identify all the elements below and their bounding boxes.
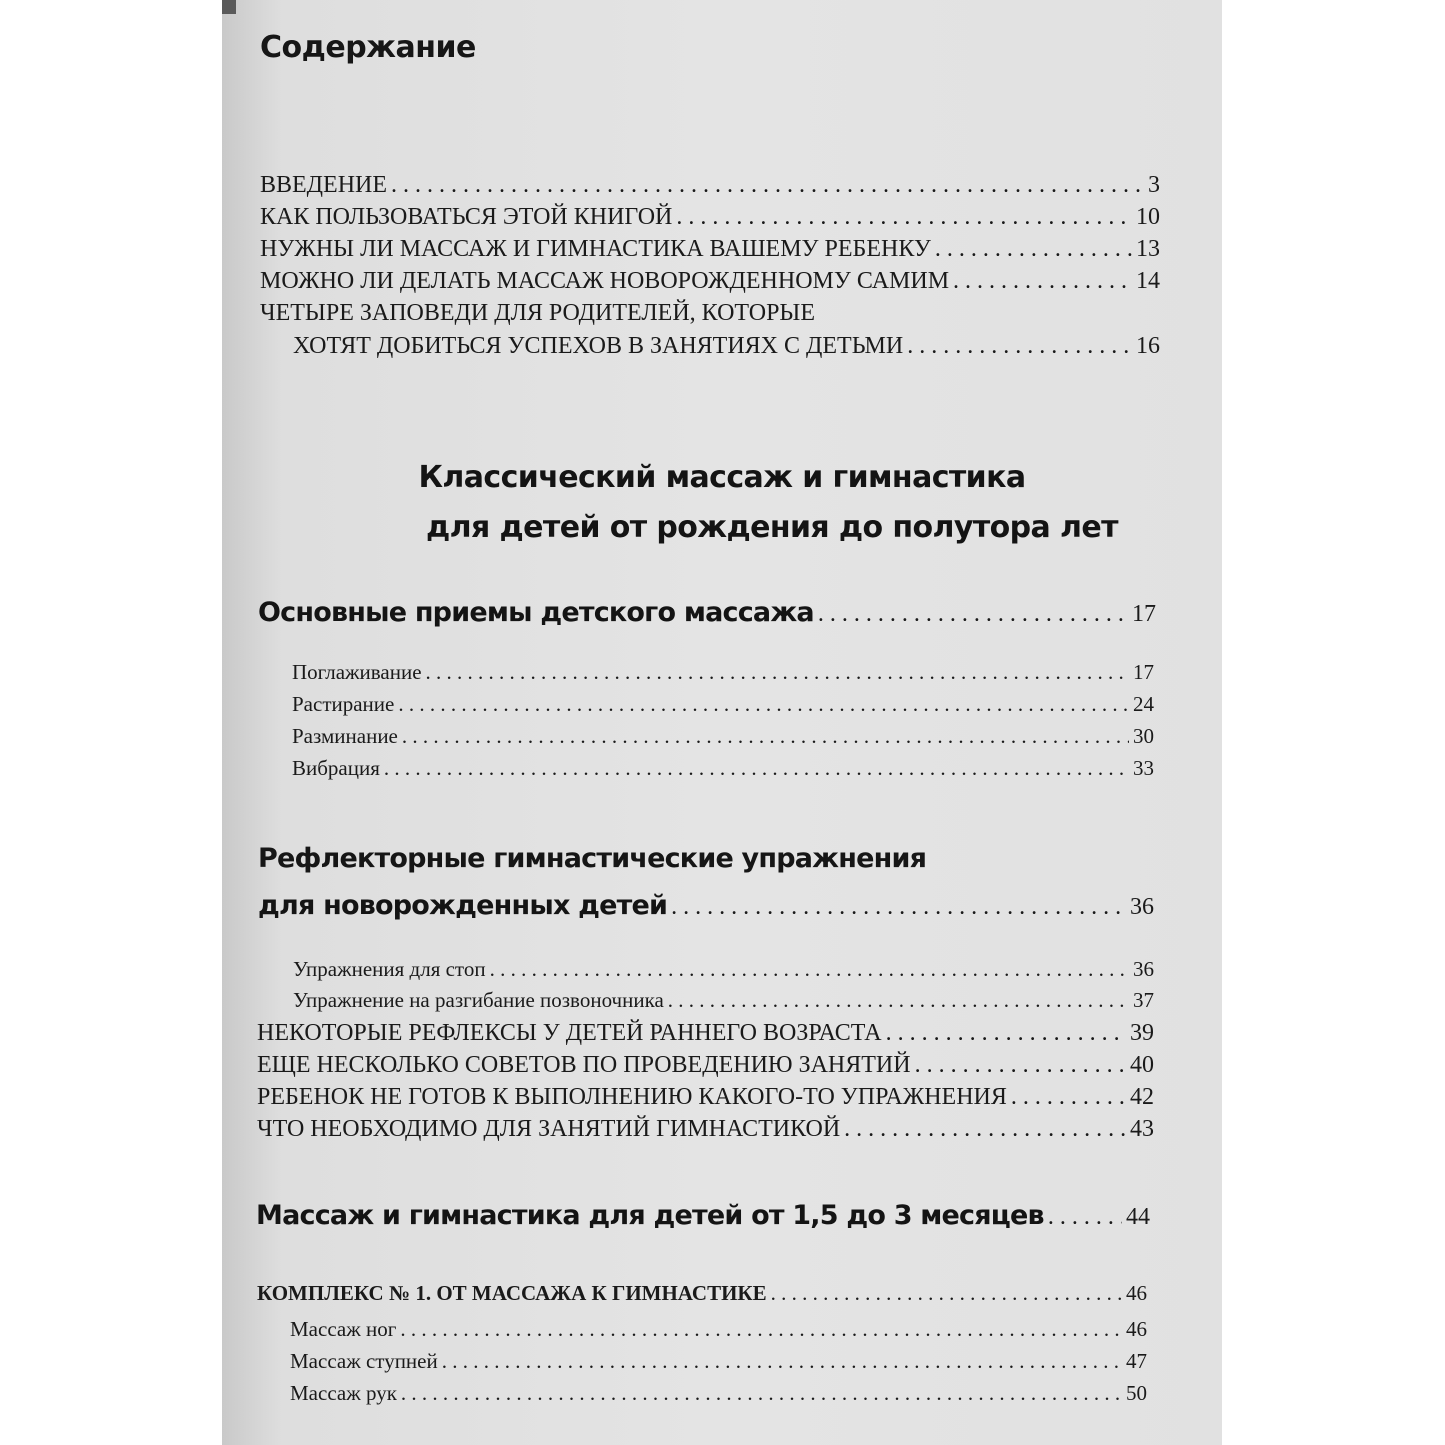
toc-subentry-title: Массаж ступней xyxy=(290,1349,438,1373)
toc-subentry-page: 47 xyxy=(1126,1349,1147,1373)
toc-subentry-page: 17 xyxy=(1133,660,1154,684)
toc-entry-title: КАК ПОЛЬЗОВАТЬСЯ ЭТОЙ КНИГОЙ xyxy=(260,204,673,230)
toc-entry-what-needed[interactable] xyxy=(257,1116,1154,1143)
toc-subentry-title: Поглаживание xyxy=(292,660,422,684)
toc-section-title: Массаж и гимнастика для детей от 1,5 до 3 месяцев xyxy=(256,1200,1044,1231)
toc-subentry-page: 33 xyxy=(1133,756,1154,780)
toc-section-title: Основные приемы детского массажа xyxy=(258,597,814,628)
toc-entry-four-commandments-line1[interactable] xyxy=(260,300,1160,327)
toc-section-title: для новорожденных детей xyxy=(258,890,668,921)
toc-subentry-rubbing[interactable] xyxy=(292,692,1154,717)
toc-entry-page: 46 xyxy=(1126,1281,1147,1305)
toc-entry-complex-1[interactable] xyxy=(257,1281,1147,1306)
toc-subentry-page: 24 xyxy=(1133,692,1154,716)
toc-entry-more-tips[interactable] xyxy=(257,1052,1154,1079)
toc-entry-page: 39 xyxy=(1130,1020,1154,1046)
toc-entry-page: 3 xyxy=(1148,172,1160,198)
toc-entry-page: 13 xyxy=(1136,236,1160,262)
page-corner-mark xyxy=(222,0,236,14)
toc-subentry-kneading[interactable] xyxy=(292,724,1154,749)
toc-entry-page: 40 xyxy=(1130,1052,1154,1078)
toc-section-title-line1: Рефлекторные гимнастические упражнения xyxy=(258,843,927,874)
toc-subentry-title: Массаж ног xyxy=(290,1317,397,1341)
toc-entry-newborn-massage[interactable] xyxy=(260,268,1160,295)
toc-subentry-spine-extension[interactable] xyxy=(293,988,1154,1013)
toc-entry-title: КОМПЛЕКС № 1. ОТ МАССАЖА К ГИМНАСТИКЕ xyxy=(257,1281,767,1305)
toc-subentry-stroking[interactable] xyxy=(292,660,1154,685)
toc-entry-need-massage[interactable] xyxy=(260,236,1160,263)
toc-entry-page: 42 xyxy=(1130,1084,1154,1110)
toc-subentry-vibration[interactable] xyxy=(292,756,1154,781)
toc-entry-title: НЕКОТОРЫЕ РЕФЛЕКСЫ У ДЕТЕЙ РАННЕГО ВОЗРАСТА xyxy=(257,1020,882,1046)
toc-subentry-foot-massage[interactable] xyxy=(290,1349,1147,1374)
toc-entry-four-commandments-line2[interactable] xyxy=(293,333,1160,360)
toc-entry-not-ready[interactable] xyxy=(257,1084,1154,1111)
toc-entry-title: ВВЕДЕНИЕ xyxy=(260,172,388,198)
part-title-line2: для детей от рождения до полутора лет xyxy=(426,510,1118,545)
toc-subentry-title: Разминание xyxy=(292,724,398,748)
toc-entry-title: НУЖНЫ ЛИ МАССАЖ И ГИМНАСТИКА ВАШЕМУ РЕБЕНКУ xyxy=(260,236,931,262)
toc-section-page: 44 xyxy=(1126,1204,1150,1230)
toc-entry-title: ЕЩЕ НЕСКОЛЬКО СОВЕТОВ ПО ПРОВЕДЕНИЮ ЗАНЯТИЙ xyxy=(257,1052,911,1078)
toc-subentry-title: Упражнения для стоп xyxy=(293,957,486,981)
toc-subentry-page: 46 xyxy=(1126,1317,1147,1341)
part-title-line1: Классический массаж и гимнастика xyxy=(418,460,1026,495)
toc-entry-title: ЧЕТЫРЕ ЗАПОВЕДИ ДЛЯ РОДИТЕЛЕЙ, КОТОРЫЕ xyxy=(260,300,816,326)
toc-subentry-leg-massage[interactable] xyxy=(290,1317,1147,1342)
toc-entry-title: ХОТЯТ ДОБИТЬСЯ УСПЕХОВ В ЗАНЯТИЯХ С ДЕТЬМИ xyxy=(293,333,904,359)
toc-entry-title: МОЖНО ЛИ ДЕЛАТЬ МАССАЖ НОВОРОЖДЕННОМУ САМИМ xyxy=(260,268,950,294)
toc-entry-title: РЕБЕНОК НЕ ГОТОВ К ВЫПОЛНЕНИЮ КАКОГО-ТО УПРАЖНЕНИЯ xyxy=(257,1084,1007,1110)
toc-subentry-page: 36 xyxy=(1133,957,1154,981)
toc-section-reflex-exercises[interactable] xyxy=(258,890,1154,921)
toc-entry-page: 14 xyxy=(1136,268,1160,294)
toc-subentry-page: 37 xyxy=(1133,988,1154,1012)
toc-subentry-page: 30 xyxy=(1133,724,1154,748)
toc-subentry-title: Вибрация xyxy=(292,756,380,780)
toc-subentry-page: 50 xyxy=(1126,1381,1147,1405)
toc-section-page: 17 xyxy=(1132,601,1156,627)
toc-entry-reflexes[interactable] xyxy=(257,1020,1154,1047)
toc-entry-page: 10 xyxy=(1136,204,1160,230)
toc-subentry-title: Растирание xyxy=(292,692,395,716)
toc-section-page: 36 xyxy=(1130,894,1154,920)
toc-entry-title: ЧТО НЕОБХОДИМО ДЛЯ ЗАНЯТИЙ ГИМНАСТИКОЙ xyxy=(257,1116,841,1142)
toc-entry-page: 43 xyxy=(1130,1116,1154,1142)
toc-section-basic-techniques[interactable] xyxy=(258,597,1156,628)
toc-entry-page: 16 xyxy=(1136,333,1160,359)
toc-subentry-title: Упражнение на разгибание позвоночника xyxy=(293,988,664,1012)
toc-subentry-title: Массаж рук xyxy=(290,1381,397,1405)
toc-entry-intro[interactable] xyxy=(260,172,1160,199)
toc-section-1-5-to-3-months[interactable] xyxy=(256,1200,1150,1231)
toc-subentry-arm-massage[interactable] xyxy=(290,1381,1147,1406)
toc-subentry-foot-exercises[interactable] xyxy=(293,957,1154,982)
toc-entry-how-to-use[interactable] xyxy=(260,204,1160,231)
page-title: Содержание xyxy=(260,30,476,65)
